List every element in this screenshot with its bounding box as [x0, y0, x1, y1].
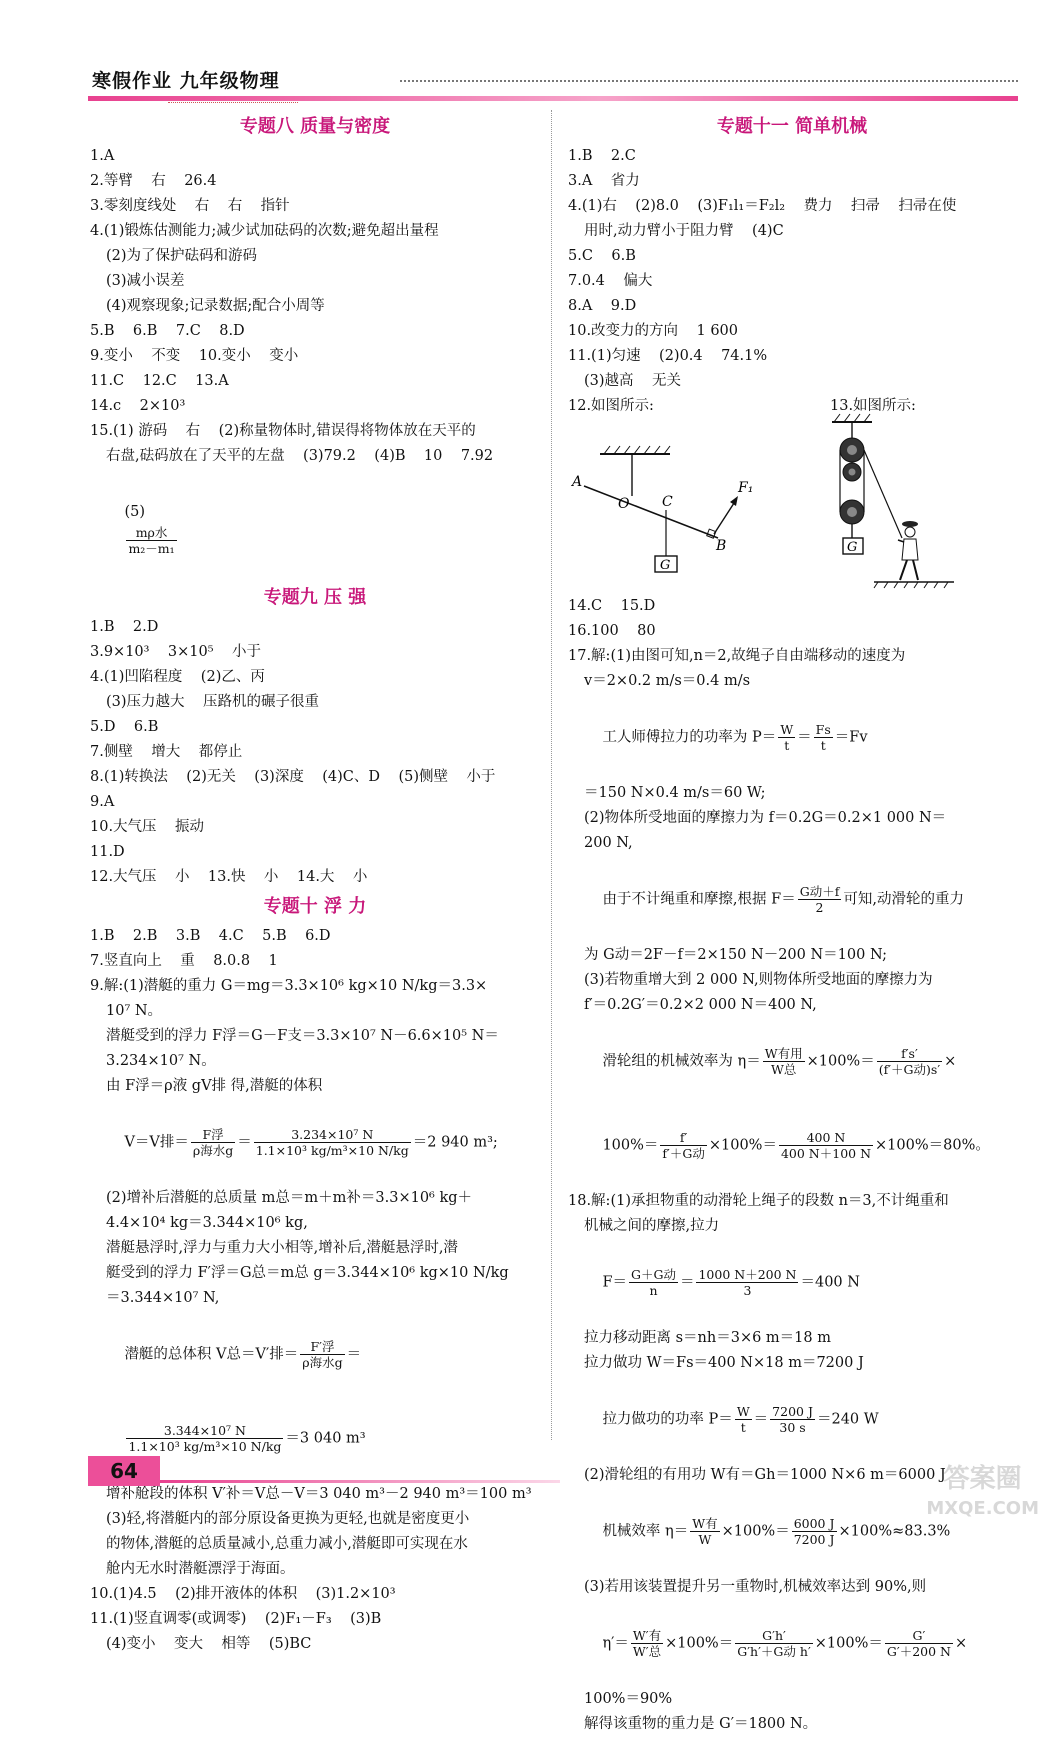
answer-line: 3.零刻度线处 右 右 指针	[90, 198, 290, 214]
formula-fraction: $\frac{G'}{G'+200 N}$	[886, 1628, 951, 1659]
header-dotted-rule	[400, 80, 1018, 82]
answer-line: 8.A 9.D	[568, 298, 637, 314]
answer-line: 5.B 6.B 7.C 8.D	[90, 323, 245, 339]
formula-line: 拉力做功的功率 P＝ $\frac{W}{t}$ ＝ $\frac{7200 J}{30 s}$ ＝240 W	[602, 1404, 879, 1435]
formula-fraction: $\frac{1000 N+200 N}{3}$	[698, 1267, 797, 1298]
page-number: 64	[88, 1456, 160, 1486]
answer-line: 拉力移动距离 s＝nh＝3×6 m＝18 m	[584, 1330, 831, 1346]
section-title: 专题九 压 强	[263, 587, 367, 608]
weight-label-g: G	[660, 558, 671, 573]
formula-line: 工人师傅拉力的功率为 P＝ $\frac{W}{t}$ ＝ $\frac{Fs}{t}$ ＝Fv	[602, 722, 868, 753]
answer-line: (3)轻,将潜艇内的部分原设备更换为更轻,也就是密度更小	[106, 1511, 470, 1527]
answer-list	[568, 943, 1016, 1018]
lever-diagram	[570, 426, 770, 596]
section-title: 专题十 浮 力	[263, 896, 367, 917]
figures-area	[568, 394, 1016, 594]
answer-line: 5.D 6.B	[90, 719, 159, 735]
formula-fraction: $\frac{\text{F浮}}{\text{ρ海水g}}$	[192, 1127, 234, 1158]
answer-line: (3)减小误差	[106, 273, 185, 289]
answer-list	[568, 1575, 1016, 1600]
answer-list	[90, 1482, 540, 1657]
answer-line: 7.0.4 偏大	[568, 273, 653, 289]
formula-line: $\frac{\text{3.344×10⁷ N}}{\text{1.1×10³ kg/m³×10 N/kg}}$ ＝3 040 m³	[128, 1423, 366, 1454]
formula-line: V＝V排＝ $\frac{\text{F浮}}{\text{ρ海水g}}$ ＝ $\frac{\text{3.234×10⁷ N}}{\text{1.1×10³ kg/m³×10 N/kg}}$ ＝2 940 m³;	[124, 1127, 498, 1158]
point-label-b: B	[716, 538, 727, 554]
answer-line: f′＝0.2G′＝0.2×2 000 N＝400 N,	[584, 997, 817, 1013]
answer-line: 15.(1) 游码 右 (2)称量物体时,错误得将物体放在天平的	[90, 423, 476, 439]
answer-line: 12.大气压 小 13.快 小 14.大 小	[90, 869, 368, 885]
point-label-o: O	[618, 496, 630, 512]
answer-line: 4.(1)凹陷程度 (2)乙、丙	[90, 669, 265, 685]
answer-line: 10.大气压 振动	[90, 819, 204, 835]
answer-line: 11.(1)竖直调零(或调零) (2)F₁－F₃ (3)B	[90, 1611, 382, 1627]
formula-line: 滑轮组的机械效率为 η＝ $\frac{\text{W有用}}{\text{W总}}$ ×100%＝ $\frac{f's'}{\text{(f′＋G动)s′}}$ ×	[602, 1046, 957, 1077]
answer-line: 5.C 6.B	[568, 248, 636, 264]
answer-list	[90, 144, 540, 469]
answer-line: 1.B 2.B 3.B 4.C 5.B 6.D	[90, 928, 331, 944]
formula-fraction: $\frac{\text{F′浮}}{\text{ρ海水g}}$	[302, 1339, 343, 1370]
formula-fraction: $\frac{\text{3.234×10⁷ N}}{\text{1.1×10³ kg/m³×10 N/kg}}$	[255, 1127, 409, 1158]
answer-list	[568, 594, 1016, 694]
figure-caption: 12.如图所示:	[568, 398, 654, 414]
page-header	[88, 62, 1018, 102]
header-dots-decoration	[168, 102, 298, 103]
formula-fraction: $\frac{\text{G＋G动}}{n}$	[631, 1267, 676, 1298]
formula-fraction: $\frac{\text{W′有}}{\text{W′总}}$	[632, 1628, 662, 1659]
formula-fraction: $\frac{7200 J}{30 s}$	[772, 1404, 813, 1435]
watermark-logo: 答案圈 MXQE.COM	[926, 1464, 1039, 1519]
answer-line: 9.解:(1)潜艇的重力 G＝mg＝3.3×10⁶ kg×10 N/kg＝3.3×	[90, 978, 488, 994]
answer-line: 由 F浮＝ρ液 gV排 得,潜艇的体积	[106, 1078, 323, 1094]
answer-line: (4)变小 变大 相等 (5)BC	[106, 1636, 312, 1652]
left-column	[90, 110, 540, 1657]
answer-line: 为 G动＝2F－f＝2×150 N－200 N＝100 N;	[584, 947, 888, 963]
answer-line: 8.(1)转换法 (2)无关 (3)深度 (4)C、D (5)侧壁 小于	[90, 769, 496, 785]
answer-line: 9.变小 不变 10.变小 变小	[90, 348, 299, 364]
formula-line: η′＝ $\frac{\text{W′有}}{\text{W′总}}$ ×100%＝ $\frac{G'h'}{\text{G′h′＋G动 h′}}$ ×100%＝ $\frac{G'}{G'+200 N}$ ×	[602, 1628, 968, 1659]
answer-line: ＝3.344×10⁷ N,	[106, 1290, 220, 1306]
answer-line: (2)为了保护砝码和游码	[106, 248, 258, 264]
answer-line: 4.(1)右 (2)8.0 (3)F₁l₁＝F₂l₂ 费力 扫帚 扫帚在使	[568, 198, 957, 214]
answer-line: 100%＝90%	[584, 1691, 673, 1707]
answer-line: 3.A 省力	[568, 173, 640, 189]
answer-line: (3)越高 无关	[584, 373, 681, 389]
formula-fraction: $\frac{\text{mρ水}}{\text{m₂－m₁}}$	[128, 525, 175, 556]
answer-line: 11.C 12.C 13.A	[90, 373, 229, 389]
formula-fraction: $\frac{f'}{\text{f′＋G动}}$	[662, 1130, 705, 1161]
answer-line: 1.B 2.D	[90, 619, 159, 635]
worker-figure	[898, 521, 918, 580]
page-footer	[88, 1456, 558, 1488]
header-pink-bar	[88, 96, 1018, 101]
answer-line: 11.D	[90, 844, 125, 860]
formula-fraction: $\frac{f's'}{\text{(f′＋G动)s′}}$	[878, 1046, 941, 1077]
answer-line: (3)若物重增大到 2 000 N,则物体所受地面的摩擦力为	[584, 972, 933, 988]
answer-line: (2)物体所受地面的摩擦力为 f＝0.2G＝0.2×1 000 N＝	[584, 810, 947, 826]
answer-line: v＝2×0.2 m/s＝0.4 m/s	[584, 673, 751, 689]
formula-fraction: $\frac{G'h'}{\text{G′h′＋G动 h′}}$	[737, 1628, 811, 1659]
answer-line: 7.侧壁 增大 都停止	[90, 744, 243, 760]
answer-line: 艇受到的浮力 F′浮＝G总＝m总 g＝3.344×10⁶ kg×10 N/kg	[106, 1265, 509, 1281]
point-label-a: A	[572, 474, 583, 490]
answer-line: 增补舱段的体积 V′补＝V总－V＝3 040 m³－2 940 m³＝100 m³	[106, 1486, 532, 1502]
answer-list	[568, 1687, 1016, 1737]
answer-line: 200 N,	[584, 835, 633, 851]
weight-label-g: G	[847, 540, 858, 555]
answer-line: 1.B 2.C	[568, 148, 636, 164]
pulley-diagram	[824, 412, 984, 592]
answer-list	[568, 781, 1016, 856]
answer-line: (3)压力越大 压路机的碾子很重	[106, 694, 319, 710]
formula-fraction: $\frac{6000 J}{7200 J}$	[793, 1516, 835, 1547]
section-title: 专题十一 简单机械	[716, 116, 868, 137]
answer-line: (2)增补后潜艇的总质量 m总＝m＋m补＝3.3×10⁶ kg＋	[106, 1190, 473, 1206]
answer-line: 4.(1)锻炼估测能力;减少试加砝码的次数;避免超出量程	[90, 223, 439, 239]
answer-list	[90, 924, 540, 1099]
answer-line: 3.234×10⁷ N。	[106, 1053, 216, 1069]
answer-line: 1.A	[90, 148, 115, 164]
answer-line: (4)观察现象;记录数据;配合小周等	[106, 298, 325, 314]
answer-line: (5) $\frac{\text{mρ水}}{\text{m₂－m₁}}$	[124, 504, 175, 556]
answer-line: 的物体,潜艇的总质量减小,总重力减小,潜艇即可实现在水	[106, 1536, 468, 1552]
answer-line: 10.(1)4.5 (2)排开液体的体积 (3)1.2×10³	[90, 1586, 396, 1602]
force-label-f1: F₁	[738, 480, 754, 496]
answer-list	[568, 1189, 1016, 1239]
footer-pink-line	[160, 1480, 560, 1483]
formula-line: 由于不计绳重和摩擦,根据 F＝ $\frac{\text{G动＋f}}{2}$ 可知,动滑轮的重力	[602, 884, 964, 915]
answer-list	[90, 1186, 540, 1311]
formula-line: 100%＝ $\frac{f'}{\text{f′＋G动}}$ ×100%＝ $\frac{400 N}{400 N+100 N}$ ×100%＝80%。	[602, 1130, 990, 1161]
formula-fraction: $\frac{\text{W有用}}{\text{W总}}$	[764, 1046, 803, 1077]
answer-list	[90, 615, 540, 890]
answer-line: 潜艇受到的浮力 F浮＝G－F支＝3.3×10⁷ N－6.6×10⁵ N＝	[106, 1028, 499, 1044]
answer-line: 舱内无水时潜艇漂浮于海面。	[106, 1561, 295, 1577]
formula-fraction: $\frac{W}{t}$	[736, 1404, 750, 1435]
answer-line: 14.C 15.D	[568, 598, 656, 614]
section-title: 专题八 质量与密度	[239, 116, 391, 137]
formula-fraction: $\frac{\text{W有}}{W}$	[692, 1516, 718, 1547]
answer-line: (3)若用该装置提升另一重物时,机械效率达到 90%,则	[584, 1579, 927, 1595]
answer-list	[568, 144, 1016, 394]
answer-line: 14.c 2×10³	[90, 398, 186, 414]
answer-line: 9.A	[90, 794, 115, 810]
header-title: 寒假作业 九年级物理	[92, 70, 280, 92]
answer-line: 16.100 80	[568, 623, 656, 639]
answer-line: 10.改变力的方向 1 600	[568, 323, 739, 339]
answer-line: 11.(1)匀速 (2)0.4 74.1%	[568, 348, 768, 364]
formula-fraction: $\frac{400 N}{400 N+100 N}$	[780, 1130, 872, 1161]
formula-fraction: $\frac{\text{3.344×10⁷ N}}{\text{1.1×10³ kg/m³×10 N/kg}}$	[128, 1423, 282, 1454]
answer-line: 机械之间的摩擦,拉力	[584, 1218, 720, 1234]
formula-fraction: $\frac{W}{t}$	[780, 722, 794, 753]
answer-line: 潜艇悬浮时,浮力与重力大小相等,增补后,潜艇悬浮时,潜	[106, 1240, 458, 1256]
column-divider	[551, 110, 552, 1440]
answer-line: 2.等臂 右 26.4	[90, 173, 217, 189]
formula-line: 潜艇的总体积 V总＝V′排＝ $\frac{\text{F′浮}}{\text{ρ海水g}}$ ＝	[124, 1339, 362, 1370]
answer-line: 7.竖直向上 重 8.0.8 1	[90, 953, 278, 969]
figure-caption: 13.如图所示:	[830, 398, 916, 414]
answer-line: ＝150 N×0.4 m/s＝60 W;	[584, 785, 766, 801]
answer-list	[568, 1326, 1016, 1376]
formula-line: F＝ $\frac{\text{G＋G动}}{n}$ ＝ $\frac{1000 N+200 N}{3}$ ＝400 N	[602, 1267, 860, 1298]
answer-line: 10⁷ N。	[106, 1003, 163, 1019]
answer-line: 18.解:(1)承担物重的动滑轮上绳子的段数 n＝3,不计绳重和	[568, 1193, 949, 1209]
point-label-c: C	[662, 494, 673, 510]
answer-line: 3.9×10³ 3×10⁵ 小于	[90, 644, 261, 660]
answer-line: 4.4×10⁴ kg＝3.344×10⁶ kg,	[106, 1215, 308, 1231]
answer-line: 17.解:(1)由图可知,n＝2,故绳子自由端移动的速度为	[568, 648, 906, 664]
answer-line: (2)滑轮组的有用功 W有＝Gh＝1000 N×6 m＝6000 J	[584, 1467, 946, 1483]
answer-line: 用时,动力臂小于阻力臂 (4)C	[584, 223, 784, 239]
answer-line: 右盘,砝码放在了天平的左盘 (3)79.2 (4)B 10 7.92	[106, 448, 494, 464]
formula-line: 机械效率 η＝ $\frac{\text{W有}}{W}$ ×100%＝ $\frac{6000 J}{7200 J}$ ×100%≈83.3%	[602, 1516, 951, 1547]
formula-fraction: $\frac{\text{G动＋f}}{2}$	[799, 884, 840, 915]
formula-fraction: $\frac{Fs}{t}$	[815, 722, 831, 753]
answer-line: 拉力做功 W＝Fs＝400 N×18 m＝7200 J	[584, 1355, 864, 1371]
answer-line: 解得该重物的重力是 G′＝1800 N。	[584, 1716, 818, 1732]
